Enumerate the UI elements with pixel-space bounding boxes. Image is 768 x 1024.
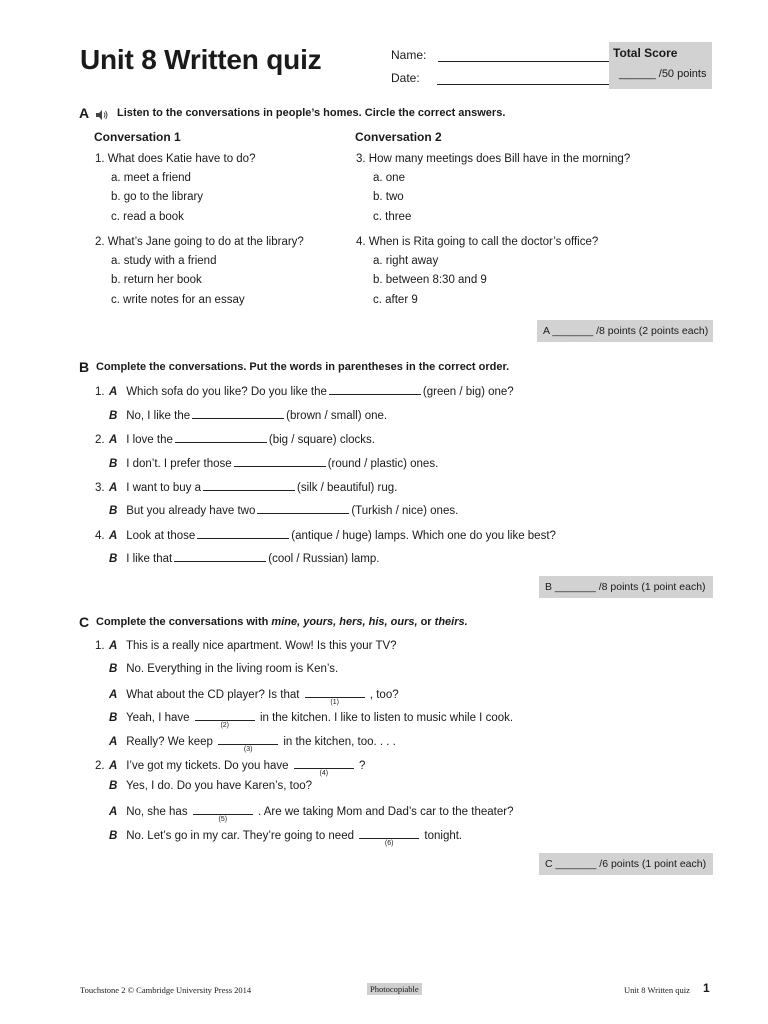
section-c-letter: C xyxy=(79,614,90,630)
answer-blank[interactable] xyxy=(175,431,267,443)
b-line-4a: 4. A Look at those (antique / huge) lamps. Which one do you like best? xyxy=(95,527,556,542)
name-line xyxy=(438,49,610,62)
c-line-4: B Yeah, I have (2) in the kitchen. I like to listen to music while I cook. xyxy=(95,709,513,724)
b-line-3b: B But you already have two (Turkish / nice) ones. xyxy=(95,502,458,517)
section-c-score: C _______ /6 points (1 point each) xyxy=(539,853,713,875)
name-field[interactable] xyxy=(391,48,610,62)
question-3: 3. How many meetings does Bill have in the morning? xyxy=(356,153,631,165)
q4-option-c[interactable]: c. after 9 xyxy=(373,294,418,306)
conversation-2-heading: Conversation 2 xyxy=(355,130,442,144)
answer-blank[interactable] xyxy=(218,733,278,745)
c-line-1: 1. A This is a really nice apartment. Wow! Is this your TV? xyxy=(95,640,397,652)
conversation-1-heading: Conversation 1 xyxy=(94,130,181,144)
footer-copyright: Touchstone 2 © Cambridge University Press 2014 xyxy=(80,985,252,995)
name-label: Name: xyxy=(391,48,427,62)
answer-blank[interactable] xyxy=(234,455,326,467)
b-line-1b: B No, I like the (brown / small) one. xyxy=(95,407,387,422)
section-c-instruction: Complete the conversations with mine, yours, hers, his, ours, or theirs. xyxy=(96,616,468,628)
answer-blank[interactable] xyxy=(305,686,365,698)
answer-blank[interactable] xyxy=(359,827,419,839)
b-line-3a: 3. A I want to buy a (silk / beautiful) rug. xyxy=(95,479,397,494)
answer-blank[interactable] xyxy=(193,803,253,815)
question-2: 2. What’s Jane going to do at the library? xyxy=(95,236,304,248)
page-number: 1 xyxy=(703,981,710,995)
date-field[interactable] xyxy=(391,71,609,85)
q4-option-b[interactable]: b. between 8:30 and 9 xyxy=(373,274,487,286)
speaker-icon xyxy=(95,106,109,124)
q1-option-a[interactable]: a. meet a friend xyxy=(111,172,191,184)
c-line-6: 2. A I’ve got my tickets. Do you have (4) ? xyxy=(95,757,365,772)
section-b-score: B _______ /8 points (1 point each) xyxy=(539,576,713,598)
q1-option-b[interactable]: b. go to the library xyxy=(111,191,204,203)
c-line-3: A What about the CD player? Is that (1) , too? xyxy=(95,686,399,701)
answer-blank[interactable] xyxy=(192,407,284,419)
q4-option-a[interactable]: a. right away xyxy=(373,255,439,267)
answer-blank[interactable] xyxy=(294,757,354,769)
q3-option-b[interactable]: b. two xyxy=(373,191,404,203)
question-4: 4. When is Rita going to call the doctor’s office? xyxy=(356,236,599,248)
q2-option-c[interactable]: c. write notes for an essay xyxy=(111,294,245,306)
c-line-2: B No. Everything in the living room is Ken’s. xyxy=(109,663,339,675)
section-a-score: A _______ /8 points (2 points each) xyxy=(537,320,713,342)
c-line-5: A Really? We keep (3) in the kitchen, too. . . . xyxy=(95,733,396,748)
q3-option-c[interactable]: c. three xyxy=(373,211,412,223)
answer-blank[interactable] xyxy=(257,502,349,514)
q2-option-b[interactable]: b. return her book xyxy=(111,274,202,286)
b-line-2a: 2. A I love the (big / square) clocks. xyxy=(95,431,375,446)
section-a-letter: A xyxy=(79,105,90,121)
footer-photocopiable: Photocopiable xyxy=(367,983,422,995)
c-line-9: B No. Let’s go in my car. They’re going to need (6) tonight. xyxy=(95,827,462,842)
section-b-instruction: Complete the conversations. Put the words in parentheses in the correct order. xyxy=(96,361,510,373)
answer-blank[interactable] xyxy=(197,527,289,539)
answer-blank[interactable] xyxy=(203,479,295,491)
q3-option-a[interactable]: a. one xyxy=(373,172,405,184)
question-1: 1. What does Katie have to do? xyxy=(95,153,256,165)
date-line xyxy=(437,72,609,85)
total-score-title: Total Score xyxy=(613,46,678,60)
section-b-letter: B xyxy=(79,359,90,375)
answer-blank[interactable] xyxy=(174,550,266,562)
total-score-box xyxy=(609,42,712,89)
date-label: Date: xyxy=(391,71,420,85)
q2-option-a[interactable]: a. study with a friend xyxy=(111,255,217,267)
answer-blank[interactable] xyxy=(329,383,421,395)
section-a-instruction: Listen to the conversations in people’s homes. Circle the correct answers. xyxy=(117,107,506,119)
footer-quiz-title: Unit 8 Written quiz xyxy=(624,985,690,995)
c-line-7: B Yes, I do. Do you have Karen’s, too? xyxy=(109,780,313,792)
c-line-8: A No, she has (5) . Are we taking Mom and Dad’s car to the theater? xyxy=(95,803,513,818)
page-title: Unit 8 Written quiz xyxy=(80,44,322,75)
b-line-1a: 1. A Which sofa do you like? Do you like the (green / big) one? xyxy=(95,383,514,398)
total-score-line: ______ /50 points xyxy=(619,68,707,80)
b-line-4b: B I like that (cool / Russian) lamp. xyxy=(95,550,379,565)
b-line-2b: B I don’t. I prefer those (round / plastic) ones. xyxy=(95,455,438,470)
answer-blank[interactable] xyxy=(195,709,255,721)
q1-option-c[interactable]: c. read a book xyxy=(111,211,184,223)
